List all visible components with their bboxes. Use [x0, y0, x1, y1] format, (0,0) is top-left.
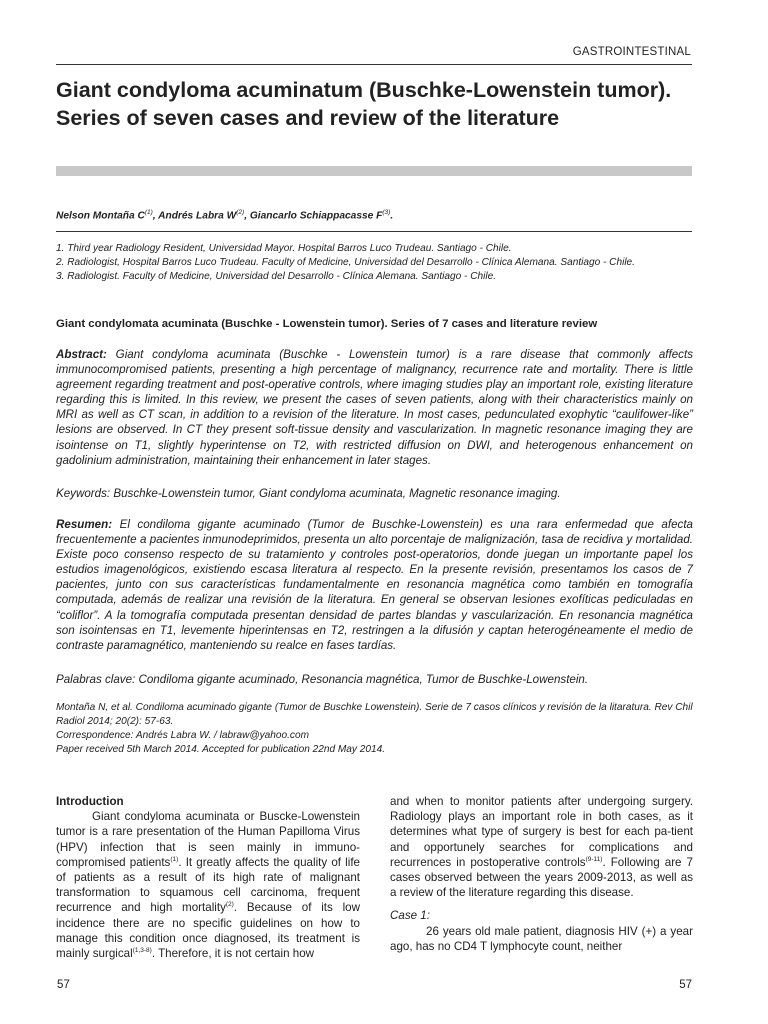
title-band: [56, 166, 692, 176]
text-run: . Because of its low incidence there are no specific guidelines on how to manage this condition once diagnosed, its treatment is mainly surgical: [56, 901, 360, 961]
author-affiliation-mark: (3): [382, 209, 391, 216]
affiliations: [56, 242, 696, 284]
received-date: Paper received 5th March 2014. Accepted for publication 22nd May 2014.: [56, 744, 385, 755]
case-heading: Case 1:: [390, 909, 430, 923]
case-paragraph: 26 years old male patient, diagnosis HIV (+) a year ago, has no CD4 T lymphocyte count, neither: [390, 924, 693, 953]
palabras-clave: Palabras clave: Condiloma gigante acuminado, Resonancia magnética, Tumor de Buschke-Lowenstein.: [56, 673, 589, 686]
reference-mark: (1,3-8): [132, 947, 152, 955]
abstract: [56, 347, 693, 468]
english-title: Giant condylomata acuminata (Buschke - Lowenstein tumor). Series of 7 cases and literature review: [56, 318, 598, 330]
section-label: GASTROINTESTINAL: [572, 46, 691, 58]
author-separator: .: [390, 210, 394, 222]
resumen: [56, 517, 693, 653]
affiliation-item: 2. Radiologist, Hospital Barros Luco Trudeau. Faculty of Medicine, Universidad del Desarrollo - Clínica Alemana. Santiago - Chile.: [56, 257, 635, 268]
text-run: . It greatly affects the quality of life of patients as a result of its high rate of malignant transformation to squamous cell carcinoma, frequent recurrence and high mortality: [56, 855, 360, 915]
intro-paragraph-continued: [390, 794, 693, 900]
article-title: Giant condyloma acuminatum (Buschke-Lowenstein tumor). Series of seven cases and review of the literature: [56, 78, 672, 130]
reference-mark: (1): [170, 855, 179, 863]
section-heading-introduction: Introduction: [56, 795, 124, 808]
citation-block: [56, 701, 693, 757]
intro-paragraph: [56, 809, 360, 961]
body-column-right: [390, 794, 693, 954]
author-separator: ,: [152, 210, 159, 222]
citation-reference: Montaña N, et al. Condiloma acuminado gigante (Tumor de Buschke Lowenstein). Serie de 7 casos clínicos y revisión de la litaratura. Rev Chil Radiol 2014; 20(2): 57-63.: [56, 702, 693, 727]
affiliation-item: 3. Radiologist. Faculty of Medicine, Universidad del Desarrollo - Clínica Alemana. Santiago - Chile.: [56, 271, 497, 282]
resumen-label: Resumen:: [56, 518, 113, 531]
author-name: Nelson Montaña C: [56, 210, 145, 222]
author-affiliation-mark: (1): [144, 209, 153, 216]
text-run: Giant condyloma acuminata or Buscke-Lowenstein tumor is a rare presentation of the Human Papilloma Virus (HPV) infection that is seen mainly in immuno-compromised patients: [56, 810, 360, 869]
author-name: Andrés Labra W: [158, 210, 237, 222]
author-separator: ,: [244, 210, 250, 222]
text-run: . Therefore, it is not certain how: [151, 947, 315, 961]
top-divider: [56, 64, 692, 65]
author-affiliation-mark: (2): [236, 209, 245, 216]
resumen-text: El condiloma gigante acuminado (Tumor de Buschke-Lowenstein) es una rara enfermedad que afecta frecuentemente a pacientes inmunodeprimidos, presenta un alto porcentaje de malignización, tasa de recidiva y mortalidad. Existe poco consenso respecto de su tratamiento y controles post-operatorios, donde juegan un importante papel los estudios imagenológicos, existiendo escasa literatura al respecto. En la presente revisión, presentamos los casos de 7 pacientes, junto con sus características fundamentalmente en resonancia magnética como también en tomografía computada, además de realizar una revisión de la literatura. En general se observan lesiones exofíticas pediculadas en “coliflor”. A la tomografía computada presentan densidad de partes blandas y vascularización. En resonancia magnética son isointensas en T1, levemente hiperintensas en T2, restringen a la difusión y captan heterogéneamente el medio de contraste paramagnético, manteniendo su realce en fases tardías.: [56, 518, 693, 652]
text-run: and when to monitor patients after undergoing surgery. Radiology plays an important role in both cases, as it determines what type of surgery is best for each pa-tient and opportunely searches for complications and recurrences in postoperative controls: [390, 795, 693, 869]
page-number-left: 57: [57, 979, 70, 991]
page-number-right: 57: [679, 979, 692, 991]
abstract-label: Abstract:: [56, 348, 107, 361]
keywords: Keywords: Buschke-Lowenstein tumor, Giant condyloma acuminata, Magnetic resonance imaging.: [56, 487, 561, 500]
reference-mark: (9-11): [585, 855, 603, 863]
body-column-left: [56, 794, 360, 961]
author-name: Giancarlo Schiappacasse F: [249, 210, 383, 222]
affiliation-item: 1. Third year Radiology Resident, Universidad Mayor. Hospital Barros Luco Trudeau. Santiago - Chile.: [56, 243, 512, 254]
abstract-text: Giant condyloma acuminata (Buschke - Lowenstein tumor) is a rare disease that commonly affects immunocompromised patients, presenting a high percentage of malignancy, recurrence rate and mortality. There is little agreement regarding treatment and post-operative controls, where imaging studies play an important role, existing literature regarding this is limited. In this review, we present the cases of seven patients, along with their characteristics mainly on MRI as well as CT scan, in addition to a revision of the literature. In most cases, pedunculated exophytic “caulifower-like” lesions are observed. In CT they present soft-tissue density and vascularization. In magnetic resonance imaging they are isointense on T1, slightly hyperintense on T2, with restricted diffusion on DWI, and heterogenous enhancement on gadolinium administration, maintaining their enhancement in later stages.: [56, 348, 693, 467]
correspondence: Correspondence: Andrés Labra W. / labraw@yahoo.com: [56, 730, 309, 741]
author-list: [56, 209, 692, 221]
reference-mark: (2): [225, 901, 234, 909]
text-run: . Following are 7 cases observed between the years 2009-2013, as well as a review of the literature regarding this disease.: [390, 855, 693, 900]
authors-divider: [56, 231, 692, 232]
